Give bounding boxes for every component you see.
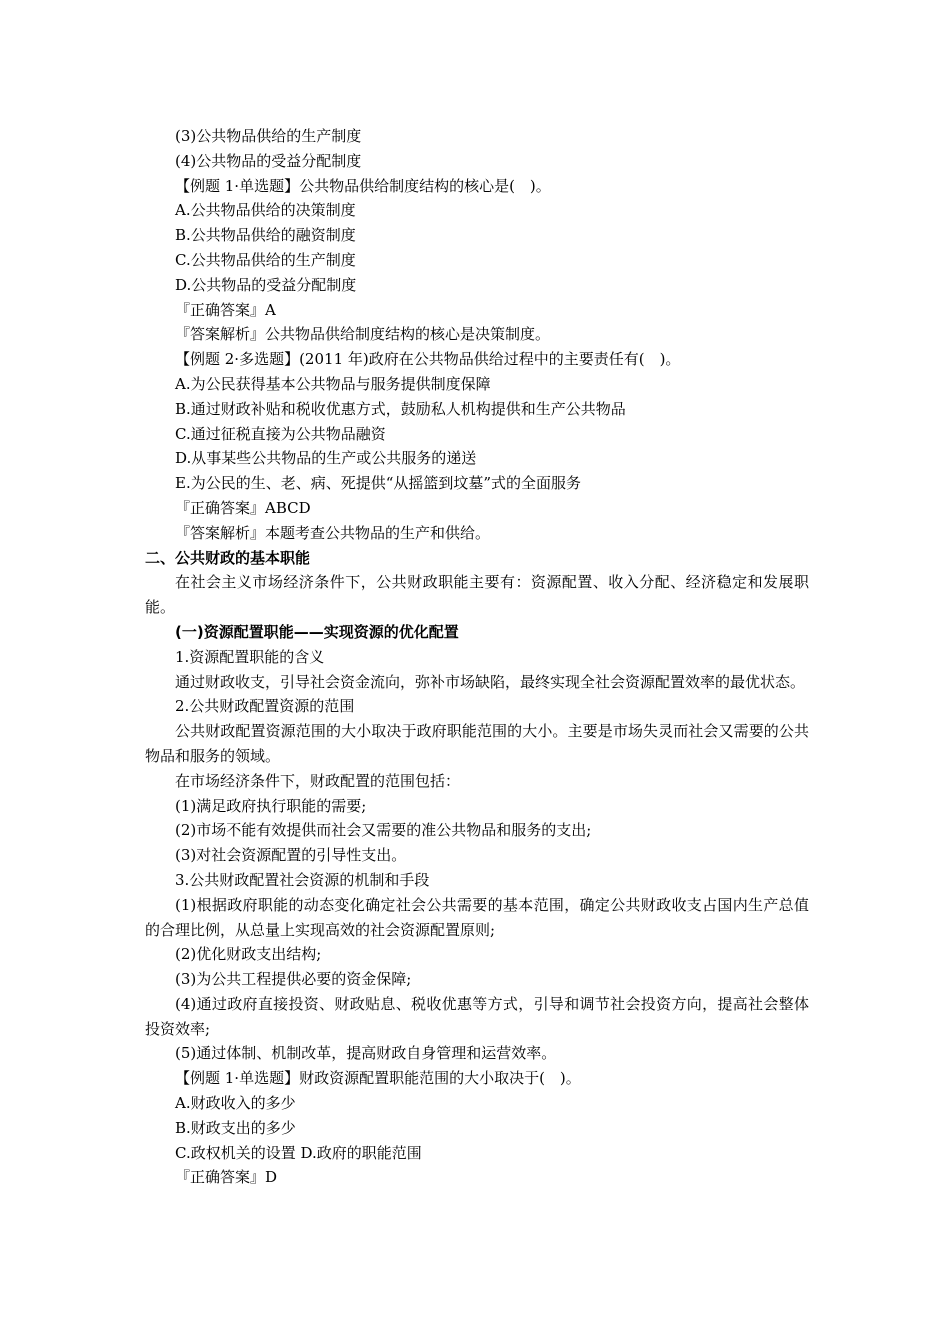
text-line: 【例题 2·多选题】(2011 年)政府在公共物品供给过程中的主要责任有( )。 <box>175 350 681 369</box>
text-line: 『正确答案』A <box>175 300 276 319</box>
paragraph: 通过财政收支，引导社会资金流向，弥补市场缺陷，最终实现全社会资源配置效率的最优状态。 <box>175 672 806 691</box>
text-line: C.政权机关的设置 D.政府的职能范围 <box>175 1143 422 1162</box>
text-line: B.公共物品供给的融资制度 <box>175 226 356 245</box>
text-line: 【例题 1·单选题】财政资源配置职能范围的大小取决于( )。 <box>175 1069 581 1088</box>
paragraph: (4)通过政府直接投资、财政贴息、税收优惠等方式，引导和调节社会投资方向，提高社会整体投资效率; <box>145 994 809 1038</box>
text-line: 『答案解析』本题考查公共物品的生产和供给。 <box>175 523 491 542</box>
text-line: B.财政支出的多少 <box>175 1118 296 1137</box>
text-line: 2.公共财政配置资源的范围 <box>175 697 355 716</box>
text-line: (1)满足政府执行职能的需要; <box>175 796 367 815</box>
text-line: (3)对社会资源配置的引导性支出。 <box>175 846 407 865</box>
text-line: 在市场经济条件下，财政配置的范围包括： <box>175 771 461 790</box>
text-line: E.为公民的生、老、病、死提供“从摇篮到坟墓”式的全面服务 <box>175 474 582 493</box>
text-line: A.为公民获得基本公共物品与服务提供制度保障 <box>175 374 491 393</box>
section-heading: 二、公共财政的基本职能 <box>145 548 311 567</box>
section-heading: (一)资源配置职能——实现资源的优化配置 <box>175 622 459 641</box>
text-line: 3.公共财政配置社会资源的机制和手段 <box>175 870 430 889</box>
text-line: B.通过财政补贴和税收优惠方式，鼓励私人机构提供和生产公共物品 <box>175 399 626 418</box>
text-line: (2)优化财政支出结构; <box>175 945 322 964</box>
text-line: C.公共物品供给的生产制度 <box>175 250 356 269</box>
text-line: 【例题 1·单选题】公共物品供给制度结构的核心是( )。 <box>175 176 551 195</box>
text-line: (2)市场不能有效提供而社会又需要的准公共物品和服务的支出; <box>175 821 592 840</box>
text-line: (3)公共物品供给的生产制度 <box>175 127 362 145</box>
text-line: 『正确答案』D <box>175 1168 278 1187</box>
text-line: A.公共物品供给的决策制度 <box>175 201 356 220</box>
paragraph: (1)根据政府职能的动态变化确定社会公共需要的基本范围，确定公共财政收支占国内生产总值的合理比例，从总量上实现高效的社会资源配置原则; <box>145 895 809 939</box>
paragraph: 公共财政配置资源范围的大小取决于政府职能范围的大小。主要是市场失灵而社会又需要的公共物品和服务的领域。 <box>145 722 809 765</box>
text-line: 『答案解析』公共物品供给制度结构的核心是决策制度。 <box>175 325 551 344</box>
text-line: A.财政收入的多少 <box>175 1094 296 1113</box>
text-line: D.公共物品的受益分配制度 <box>175 275 357 294</box>
text-line: 1.资源配置职能的含义 <box>175 647 325 666</box>
text-line: 『正确答案』ABCD <box>175 498 311 517</box>
text-line: D.从事某些公共物品的生产或公共服务的递送 <box>175 449 477 468</box>
document-body <box>145 124 809 1190</box>
text-line: (4)公共物品的受益分配制度 <box>175 151 362 170</box>
text-line: C.通过征税直接为公共物品融资 <box>175 424 386 443</box>
text-line: (5)通过体制、机制改革，提高财政自身管理和运营效率。 <box>175 1044 557 1063</box>
paragraph: 在社会主义市场经济条件下，公共财政职能主要有：资源配置、收入分配、经济稳定和发展职能。 <box>145 573 809 617</box>
text-line: (3)为公共工程提供必要的资金保障; <box>175 970 412 989</box>
